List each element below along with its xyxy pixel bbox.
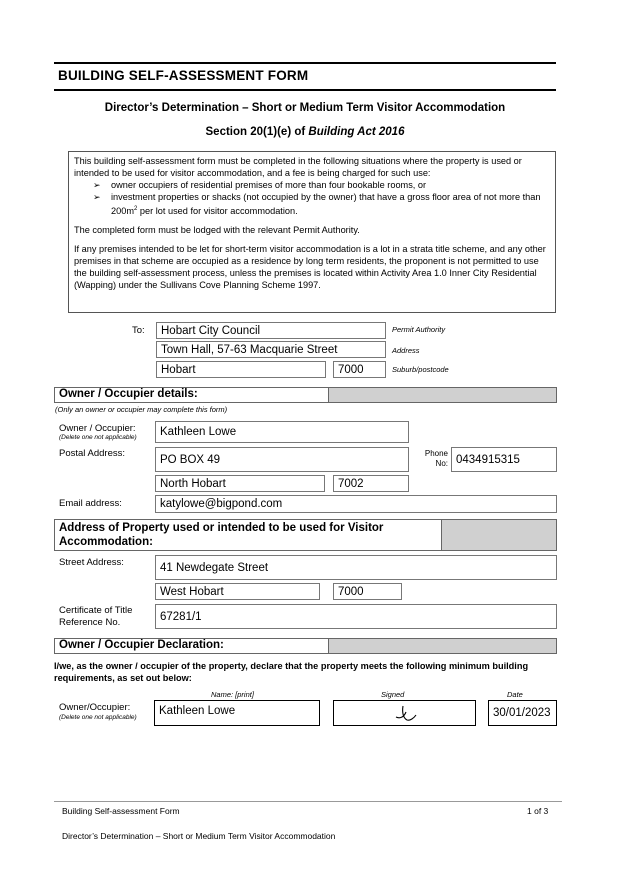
signature-field[interactable]: [333, 700, 476, 726]
section-title: Address of Property used or intended to be used for Visitor Accommodation:: [55, 520, 433, 550]
form-section-reference: [54, 126, 556, 138]
section-title: Owner / Occupier details:: [55, 388, 328, 402]
postal-address-field[interactable]: PO BOX 49: [155, 447, 409, 472]
decl-owner-sub: (Delete one not applicable): [59, 714, 137, 721]
title-ref-line: Certificate of Title: [59, 605, 133, 616]
address-note: Address: [392, 346, 420, 355]
date-column-head: Date: [507, 690, 523, 699]
signature-mark-icon: [390, 702, 420, 724]
name-column-head: Name: [print]: [211, 690, 254, 699]
phone-field[interactable]: 0434915315: [451, 447, 557, 472]
suburb-note: Suburb/postcode: [392, 365, 449, 374]
section-title: Owner / Occupier Declaration:: [55, 639, 328, 653]
date-field[interactable]: 30/01/2023: [488, 700, 557, 726]
superscript: 2: [133, 206, 138, 212]
property-section-header: [54, 519, 557, 551]
footer-rule: [54, 801, 562, 802]
act-name: Building Act 2016: [308, 126, 405, 138]
title-ref-field[interactable]: 67281/1: [155, 604, 557, 629]
phone-label: [424, 449, 448, 469]
street-field[interactable]: 41 Newdegate Street: [155, 555, 557, 580]
owner-suburb-field[interactable]: North Hobart: [155, 475, 325, 492]
lodged-text: The completed form must be lodged with the relevant Permit Authority.: [74, 225, 360, 236]
section-shade: [328, 639, 556, 653]
signed-column-head: Signed: [381, 690, 405, 699]
authority-note: Permit Authority: [392, 325, 446, 334]
section-prefix: Section 20(1)(e) of: [205, 126, 309, 138]
postcode-field[interactable]: 7000: [333, 361, 386, 378]
page-number: 1 of 3: [527, 806, 549, 816]
to-label: To:: [132, 325, 145, 336]
only-owner-note: (Only an owner or occupier may complete this form): [55, 405, 228, 414]
declaration-section-header: [54, 638, 557, 654]
owner-name-field[interactable]: Kathleen Lowe: [155, 421, 409, 443]
intro-text: This building self-assessment form must be completed in the following situations where the property is used or intended to be used for visitor accommodation, and a fee is being charged for such use:: [74, 156, 522, 178]
situation-list: [74, 179, 550, 217]
owner-sub-label: (Delete one not applicable): [59, 434, 137, 441]
email-label: Email address:: [59, 498, 122, 509]
authority-field[interactable]: Hobart City Council: [156, 322, 386, 339]
print-name-field[interactable]: Kathleen Lowe: [154, 700, 320, 726]
decl-owner-label: Owner/Occupier:: [59, 702, 131, 713]
footer-form-name: Building Self-assessment Form: [62, 806, 180, 816]
property-postcode-field[interactable]: 7000: [333, 583, 402, 600]
property-suburb-field[interactable]: West Hobart: [155, 583, 320, 600]
address-field[interactable]: Town Hall, 57-63 Macquarie Street: [156, 341, 386, 358]
instructions-box: [68, 151, 556, 313]
form-title: BUILDING SELF-ASSESSMENT FORM: [58, 68, 309, 83]
footer-determination: Director’s Determination – Short or Medium Term Visitor Accommodation: [62, 831, 336, 841]
list-item: [74, 179, 550, 191]
title-ref-label: [59, 605, 132, 629]
arrow-bullet-icon: ➢: [93, 192, 101, 202]
phone-label-line: Phone: [424, 449, 448, 458]
postal-label: Postal Address:: [59, 448, 126, 459]
section-shade: [328, 388, 556, 402]
owner-label: Owner / Occupier:: [59, 423, 136, 434]
email-field[interactable]: katylowe@bigpond.com: [155, 495, 557, 513]
owner-postcode-field[interactable]: 7002: [333, 475, 409, 492]
list-item: [74, 191, 550, 217]
form-subtitle: Director’s Determination – Short or Medium Term Visitor Accommodation: [104, 102, 506, 114]
arrow-bullet-icon: ➢: [93, 180, 101, 190]
owner-section-header: [54, 387, 557, 403]
title-rule: [54, 89, 556, 91]
title-ref-line: Reference No.: [59, 617, 121, 628]
bullet-text: owner occupiers of residential premises of more than four bookable rooms, or: [111, 180, 427, 190]
strata-text: If any premises intended to be let for short-term visitor accommodation is a lot in a strata title scheme, and any other premises in that scheme are occupied as a residence by long term residents, the proponent is not permitted to use the building self-assessment process, unless the premises is located within Activity Area 1.0 Inner City Residential (Wapping) under the Sullivans Cove Planning Scheme 1997.: [74, 244, 546, 291]
top-rule: [54, 62, 556, 64]
bullet-text: investment properties or shacks (not occupied by the owner) that have a gross floor area of not more than 200m: [111, 192, 541, 217]
section-shade: [441, 520, 556, 550]
bullet-text: per lot used for visitor accommodation.: [137, 206, 298, 217]
declaration-statement: I/we, as the owner / occupier of the property, declare that the property meets the following minimum building requirements, as set out below:: [54, 661, 529, 683]
suburb-field[interactable]: Hobart: [156, 361, 326, 378]
street-label: Street Address:: [59, 557, 124, 568]
phone-label-line: No:: [435, 459, 448, 468]
